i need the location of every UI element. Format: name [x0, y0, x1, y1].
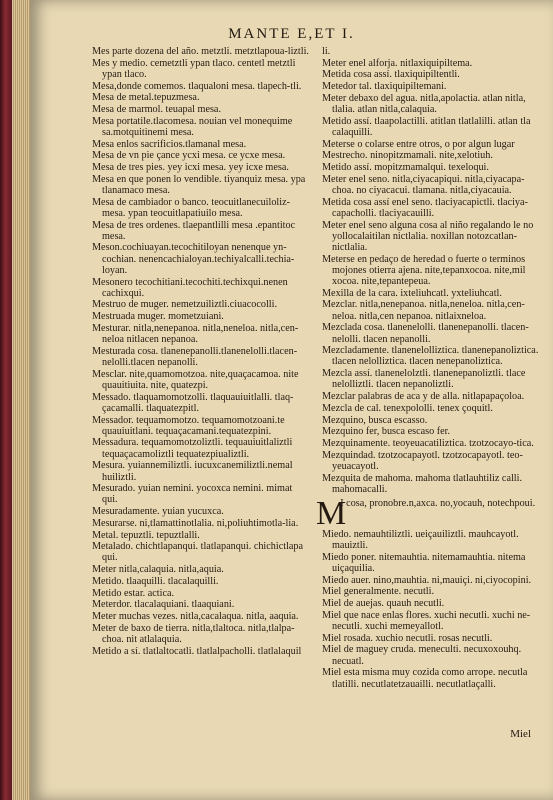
dictionary-entry: Miedo poner. nitemauhtia. nitemamauhtia. nitema uiçaquilia.: [322, 551, 526, 575]
dictionary-entry: Metido. tlaaquilli. tlacalaquilli.: [92, 575, 219, 587]
dictionary-entry: Mezquita de mahoma. mahoma tlatlauhtiliz calli. mahomacalli.: [322, 472, 523, 495]
dictionary-entry: Mesa de cambiador o banco. teocuitlanecuiloliz-mesa. ypan teocuitlapatiuilo mesa.: [92, 196, 291, 219]
dictionary-entry: Mesa,donde comemos. tlaqualoni mesa. tlapech-tli.: [92, 80, 302, 92]
section-m-initial-entry: [316, 494, 544, 532]
dictionary-entry: Miel de maguey cruda. meneculti. necuxoxouhq. necuatl.: [322, 644, 522, 667]
dictionary-entry: Mestruo de muger. nemetzuiliztli.ciuacocolli.: [92, 299, 278, 311]
dictionary-entry: Meter enel seno. nitla,ciyacapiqui. nitla,ciyacapa-choa. no ciyacacui. tlamana. nitla,ciyacauia.: [322, 173, 525, 196]
dictionary-entry: Messador. tequamomotzo. tequamomotzoani.te quauiuitlani. tequaçacamani.tequatezpini.: [92, 414, 285, 437]
dictionary-entry: Metido assí. mopitzmamalqui. texeloqui.: [322, 162, 489, 174]
catchword: Miel: [510, 728, 531, 740]
dictionary-entry: Mesonero tecochitiani.tecochiti.techixqui.nenen cachixqui.: [92, 276, 288, 299]
dictionary-entry: Mezclar. nitla,nenepanoa. nitla,neneloa. nitla,cen-neloa. nitla,cen nepanoa. nitlaixneloa.: [322, 299, 525, 322]
dictionary-entry: Mezquinamente. teoyeuacatiliztica. tzotzocayo-tica.: [322, 437, 534, 449]
dictionary-entry: Mesa enlos sacrificios.tlamanal mesa.: [92, 138, 247, 150]
dictionary-entry: Mesturada cosa. tlanenepanolli.tlanenelolli.tlacen-nelolli.tlacen nepanolli.: [92, 345, 298, 368]
dictionary-entry: Metida cosa assí enel seno. tlaciyacapictli. tlaciya-capacholli. tlaciyacauilli.: [322, 196, 528, 219]
dictionary-entry: Mesa de metal.tepuzmesa.: [92, 92, 200, 104]
dictionary-entry: Mestruada muger. mometzuiani.: [92, 311, 224, 323]
dictionary-entry: Mesclar. nite,quamomotzoa. nite,quaçacamoa. nite quauitiuita. nite, quatezpi.: [92, 368, 299, 391]
dictionary-entry: Miedo auer. nino,mauhtia. ni,mauiçi. ni,ciyocopini.: [322, 574, 532, 586]
dictionary-entry: Mesturar. nitla,nenepanoa. nitla,neneloa. nitla,cen-neloa nitlacen nepanoa.: [92, 322, 299, 346]
running-header: MANTE E,ET I.: [228, 26, 355, 42]
dictionary-entry: Meter enel alforja. nitlaxiquipiltema.: [322, 57, 473, 69]
decorated-initial-m: M: [316, 494, 347, 532]
dictionary-entry: Mestrecho. ninopitzmamali. nite,xelotiuh.: [322, 150, 493, 162]
dictionary-entry: Mezclar palabras de aca y de alla. nitlapapaçoloa.: [322, 391, 525, 403]
dictionary-entry: Messado. tlaquamomotzolli. tlaquauiuitlalli. tlaq-çacamalli. tlaquatezpitl.: [92, 391, 294, 414]
dictionary-entry: Miel que nace enlas flores. xuchi necutli. xuchi ne-necutli. xuchi memeyallotl.: [322, 609, 531, 633]
dictionary-entry: Mesura. yuiannemiliztli. iucuxcanemiliztli.nemal huiliztli.: [92, 460, 293, 483]
initial-entry-text: I cosa, pronobre.n,axca. no,yocauh, notechpoui.: [340, 497, 536, 509]
dictionary-entry: Mexilla de la cara. ixteliuhcatl. yxteliuhcatl.: [322, 287, 502, 299]
dictionary-entry: Mesuradamente. yuian yucuxca.: [92, 506, 224, 518]
left-column: [92, 46, 310, 657]
dictionary-entry: Mes parte dozena del año. metztli. metztlapoua-liztli.: [92, 46, 309, 57]
dictionary-entry: Metido estar. actica.: [92, 587, 175, 599]
dictionary-entry: Mezclada cosa. tlanenelolli. tlanenepanolli. tlacen-nelolli. tlacen nepanolli.: [322, 322, 529, 345]
dictionary-entry: Mesa de tres ordenes. tlaepantlilli mesa .epantitoc mesa.: [92, 219, 296, 242]
book-spine: [0, 0, 12, 800]
dictionary-entry: Miel rosada. xuchio necutli. rosas necutli.: [322, 632, 493, 644]
dictionary-entry: Meter de baxo de tierra. nitla,tlaltoca. nitla,tlalpa-choa. nit atlalaquia.: [92, 622, 295, 645]
dictionary-entry: li.: [322, 46, 331, 57]
dictionary-entry: Metedor tal. tlaxiquipiltemani.: [322, 81, 447, 93]
dictionary-entry: Metido assí. tlaapolactilli. atitlan tlatlalilli. atlan tla calaquilli.: [322, 115, 531, 138]
book-page: [30, 0, 553, 800]
dictionary-entry: Metal. tepuztli. tepuztlalli.: [92, 529, 200, 541]
dictionary-entry: Meterse en pedaço de heredad o fuerte o terminos mojones otierra ajena. nite,tepanxocoa. nite,mil xocoa. nite,tepantepeua.: [322, 253, 526, 288]
right-column-entries-top: [322, 46, 544, 495]
right-column-entries-bottom: [322, 529, 544, 690]
dictionary-entry: Miel de auejas. quauh necutli.: [322, 598, 445, 610]
dictionary-entry: Mezcla de cal. tenexpololli. tenex çoquitl.: [322, 402, 493, 414]
dictionary-entry: Meter muchas vezes. nitla,cacalaqua. nitla, aaquia.: [92, 610, 299, 622]
dictionary-entry: Mesa en que ponen lo vendible. tiyanquiz mesa. ypa tlanamaco mesa.: [92, 173, 306, 196]
dictionary-entry: Meter debaxo del agua. nitla,apolactia. atlan nitla, tlalia. atlan nitla,calaquia.: [322, 92, 526, 116]
dictionary-entry: Miel generalmente. necutli.: [322, 586, 435, 598]
page-edges: [12, 0, 30, 800]
dictionary-entry: Metida cosa assí. tlaxiquipiltentli.: [322, 69, 460, 81]
dictionary-entry: Mesurarse. ni,tlamattinotlalia. ni,poliuhtimotla-lia.: [92, 517, 299, 529]
dictionary-entry: Miedo. nemauhtiliztli. ueiçauiliztli. mauhcayotl. mauiztli.: [322, 528, 519, 552]
dictionary-entry: Mesa portatile.tlacomesa. nouian vel monequime sa.motquitinemi mesa.: [92, 115, 293, 138]
dictionary-entry: Mesa de tres pies. yey icxi mesa. yey icxe mesa.: [92, 162, 289, 174]
dictionary-entry: Mezquino, busca escasso.: [322, 414, 428, 426]
dictionary-entry: Mesurado. yuian nemini. yocoxca nemini. mimat qui.: [92, 483, 293, 506]
dictionary-entry: Mezquino fer, busca escaso fer.: [322, 426, 451, 438]
dictionary-entry: Mesa de vn pie çance ycxi mesa. ce ycxe mesa.: [92, 150, 286, 162]
dictionary-entry: Miel esta misma muy cozida como arrope. necutla tlatilli. necutlatetzauailli. necutlatlaçalli.: [322, 667, 528, 690]
dictionary-entry: Meter enel seno alguna cosa al niño regalando le no yollocalaitilan nictlalia. noxillan notozcatlan-nictlalia.: [322, 219, 534, 253]
dictionary-entry: Metalado. chichtlapanqui. tlatlapanqui. chichictlapa qui.: [92, 541, 304, 564]
dictionary-entry: Meson.cochiuayan.tecochitiloyan nenenque yn-cochian. nenencachialoyan.techiyalcalli.techia-loyan.: [92, 242, 295, 276]
dictionary-entry: Meter nitla,calaquia. nitla,aquia.: [92, 564, 224, 576]
right-column: [316, 46, 544, 690]
dictionary-entry: Mezquindad. tzotzocapayotl. tzotzocapayotl. teo-yeuacayotl.: [322, 449, 523, 472]
dictionary-entry: Messadura. tequamomotzoliztli. tequauiuitlaliztli tequaçacamoliztli tequatezpiualiztli.: [92, 437, 293, 460]
dictionary-entry: Metido a sí. tlatlaltocatli. tlatlalpacholli. tlatlalaquil: [92, 645, 302, 657]
dictionary-entry: Mezcla assí. tlanenelolztli. tlanenepanoliztli. tlace nelolliztli. tlacen nepanoliztli.: [322, 368, 526, 391]
dictionary-entry: Meterdor. tlacalaquiani. tlaaquiani.: [92, 599, 235, 611]
dictionary-entry: Meterse o colarse entre otros, o por algun lugar: [322, 138, 515, 150]
dictionary-entry: Mes y medio. cemetztli ypan tlaco. centetl metztli ypan tlaco.: [92, 57, 296, 80]
dictionary-entry: Mesa de marmol. teuapal mesa.: [92, 104, 221, 116]
dictionary-entry: Mezcladamente. tlanenelolliztica. tlanenepanoliztica. tlacen nelolliztica. tlacen nenepanoliztica.: [322, 345, 539, 368]
